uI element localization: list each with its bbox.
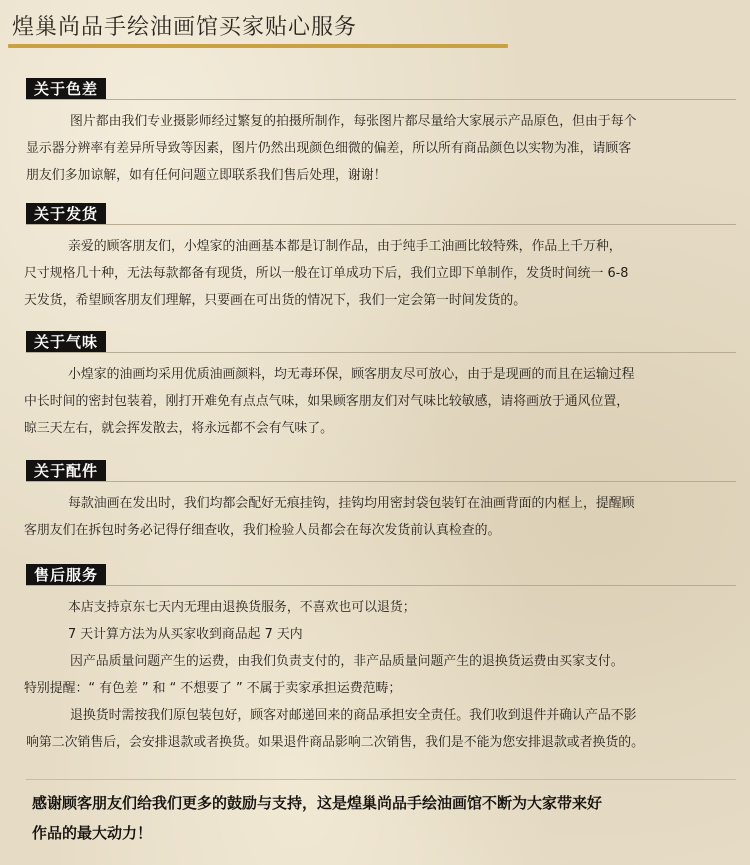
section-label: 关于配件 — [26, 460, 106, 482]
text-line: 每款油画在发出时，我们均都会配好无痕挂钩，挂钩均用密封袋包装钉在油画背面的内框上，提醒顾 — [68, 496, 635, 511]
section-body — [0, 361, 750, 442]
section-body — [0, 594, 750, 756]
section-divider — [26, 99, 736, 100]
text-line: 感谢顾客朋友们给我们更多的鼓励与支持，这是煌巢尚品手绘油画馆不断为大家带来好 — [32, 794, 603, 812]
section-accessories — [0, 460, 750, 544]
text-line: 小煌家的油画均采用优质油画颜料，均无毒环保，顾客朋友尽可放心，由于是现画的而且在运输过程 — [68, 367, 635, 382]
text-line: 尺寸规格几十种，无法每款都备有现货，所以一般在订单成功下后，我们立即下单制作，发货时间统一 6-8 — [24, 266, 629, 281]
text-line: 特别提醒：“ 有色差 ” 和 “ 不想要了 ” 不属于卖家承担运费范畴； — [24, 681, 402, 696]
section-header — [0, 460, 750, 484]
section-after-sales — [0, 564, 750, 756]
section-header — [0, 203, 750, 227]
section-header — [0, 78, 750, 102]
text-line: 客朋友们在拆包时务必记得仔细查收，我们检验人员都会在每次发货前认真检查的。 — [24, 523, 501, 538]
section-label: 关于发货 — [26, 203, 106, 225]
section-header — [0, 331, 750, 355]
section-divider — [26, 585, 736, 586]
section-body — [0, 108, 750, 189]
section-divider — [26, 224, 736, 225]
section-shipping — [0, 203, 750, 314]
section-color-difference — [0, 78, 750, 189]
text-line: 响第二次销售后，会安排退款或者换货。如果退件商品影响二次销售，我们是不能为您安排退款或者换货的。 — [26, 735, 645, 750]
section-label: 售后服务 — [26, 564, 106, 586]
page-title: 煌巢尚品手绘油画馆买家贴心服务 — [12, 15, 358, 40]
section-divider — [26, 481, 736, 482]
text-line: 退换货时需按我们原包装包好，顾客对邮递回来的商品承担安全责任。我们收到退件并确认产品不影 — [70, 708, 637, 723]
section-label: 关于色差 — [26, 78, 106, 100]
text-line: 显示器分辨率有差异所导致等因素，图片仍然出现颜色细微的偏差，所以所有商品颜色以实物为准，请顾客 — [26, 141, 632, 156]
section-divider — [26, 352, 736, 353]
text-line: 作品的最大动力！ — [32, 824, 153, 842]
section-odor — [0, 331, 750, 442]
text-line: 天发货，希望顾客朋友们理解，只要画在可出货的情况下，我们一定会第一时间发货的。 — [24, 293, 527, 308]
footer-divider — [26, 779, 736, 780]
text-line: 7 天计算方法为从买家收到商品起 7 天内 — [68, 627, 303, 642]
text-line: 晾三天左右，就会挥发散去，将永远都不会有气味了。 — [24, 421, 334, 436]
section-body — [0, 233, 750, 314]
text-line: 亲爱的顾客朋友们，小煌家的油画基本都是订制作品，由于纯手工油画比较特殊，作品上千万种， — [68, 239, 622, 254]
text-line: 本店支持京东七天内无理由退换货服务，不喜欢也可以退货； — [68, 600, 416, 615]
section-header — [0, 564, 750, 588]
title-underline — [8, 44, 508, 48]
text-line: 中长时间的密封包装着，刚打开难免有点点气味，如果顾客朋友们对气味比较敏感，请将画放于通风位置， — [24, 394, 630, 409]
section-body — [0, 490, 750, 544]
section-label: 关于气味 — [26, 331, 106, 353]
text-line: 因产品质量问题产生的运费，由我们负责支付的，非产品质量问题产生的退换货运费由买家支付。 — [70, 654, 624, 669]
text-line: 图片都由我们专业摄影师经过繁复的拍摄所制作，每张图片都尽量给大家展示产品原色，但由于每个 — [70, 114, 637, 129]
text-line: 朋友们多加谅解，如有任何问题立即联系我们售后处理，谢谢！ — [26, 168, 387, 183]
thanks-message — [32, 788, 602, 848]
